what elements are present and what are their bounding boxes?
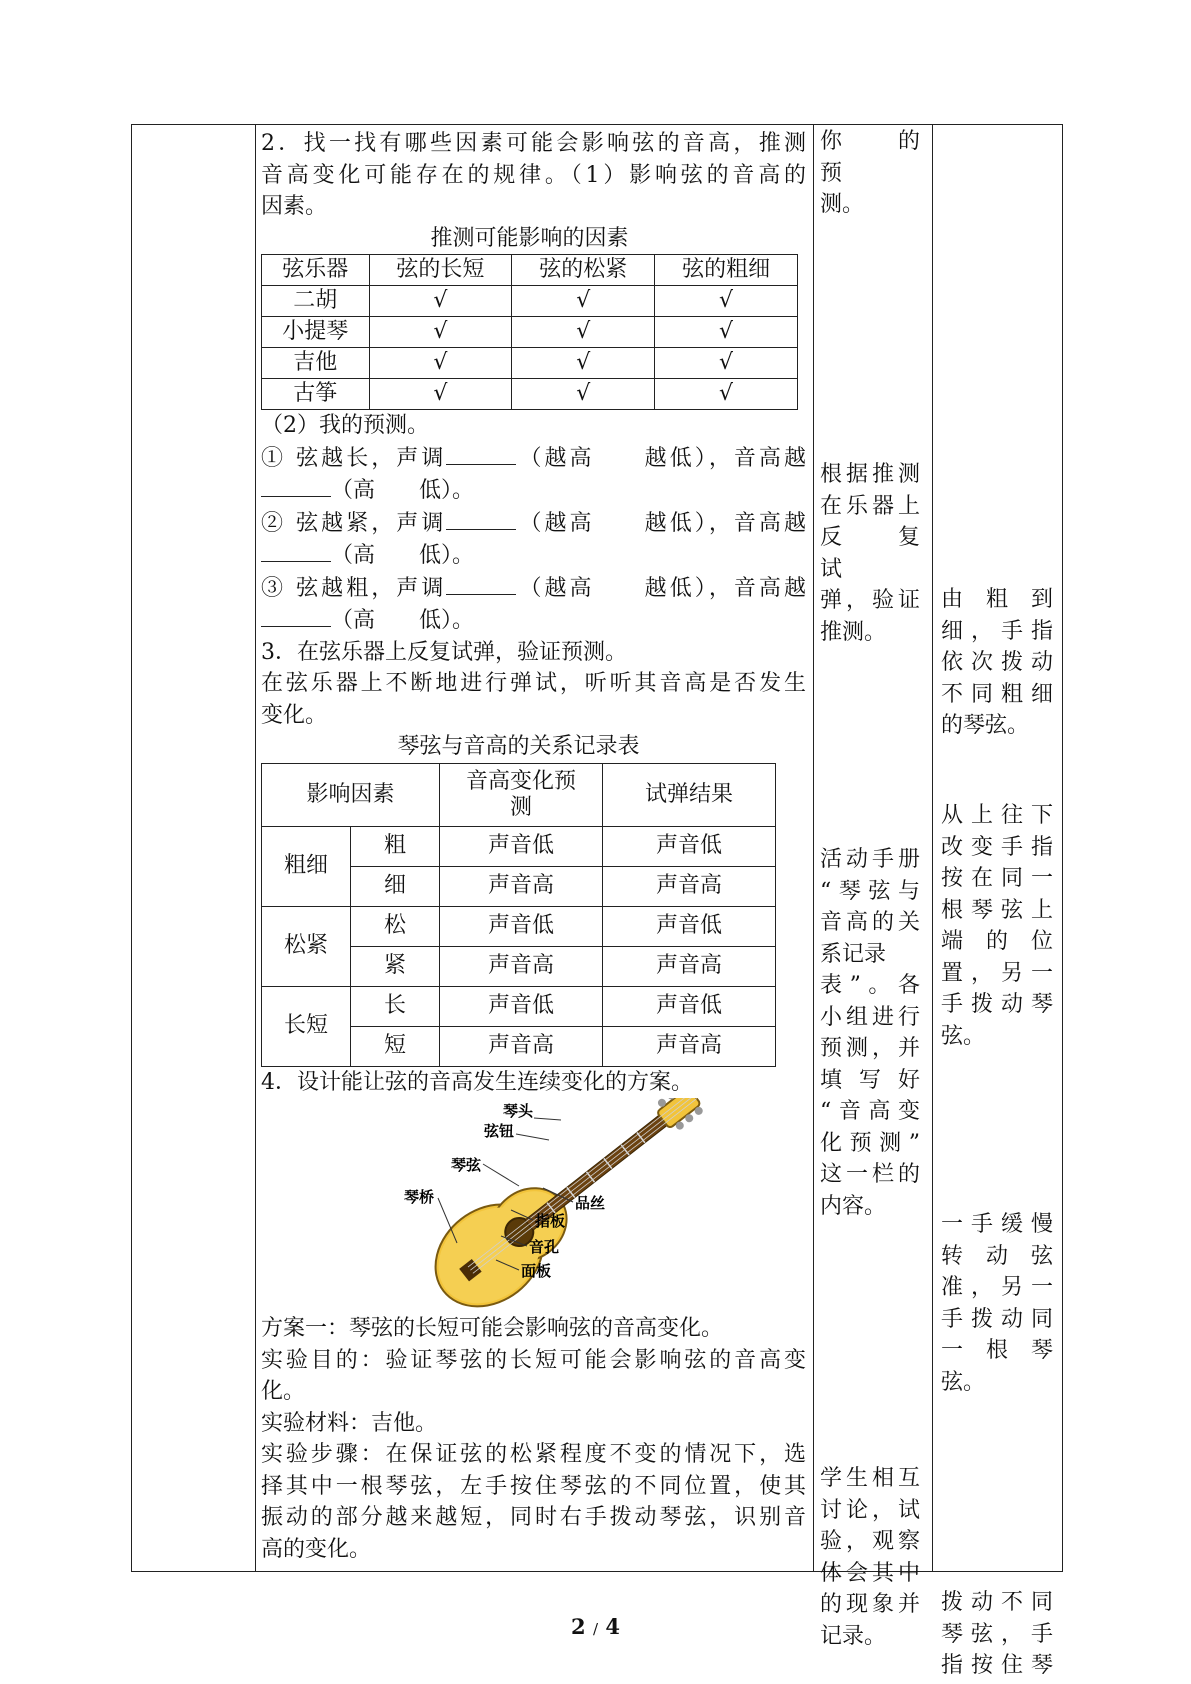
prediction-line: ③ 弦越粗，声调 （越高 越低），音高越 — [261, 572, 806, 605]
label-bridge: 琴桥 — [404, 1188, 435, 1206]
table-cell: √ — [655, 286, 798, 317]
step3-text: 在弦乐器上不断地进行弹试，听听其音高是否发生 — [261, 671, 806, 696]
answer-blank[interactable] — [446, 572, 516, 595]
table-cell: √ — [512, 286, 655, 317]
table-cell: √ — [655, 348, 798, 379]
table-cell: 声音高 — [440, 946, 603, 986]
table-row — [262, 286, 798, 317]
step3-text: 变化。 — [261, 702, 328, 728]
plan-steps: 高的变化。 — [261, 1536, 372, 1562]
label-peg: 弦钮 — [484, 1122, 515, 1140]
column-divider — [255, 124, 256, 1572]
plan-steps: 择其中一根琴弦，左手按住琴弦的不同位置，使其 — [261, 1473, 806, 1499]
plan-title: 方案一：琴弦的长短可能会影响弦的音高变化。 — [261, 1316, 724, 1341]
table-row — [262, 906, 776, 946]
table-header: 影响因素 — [262, 763, 440, 826]
plan-steps: 振动的部分越来越短，同时右手拨动琴弦，识别音 — [261, 1505, 806, 1530]
table2-caption: 琴弦与音高的关系记录表 — [397, 734, 640, 759]
table-cell: √ — [369, 286, 512, 317]
table-header: 试弹结果 — [603, 763, 776, 826]
table-cell: 松 — [351, 906, 440, 946]
prediction-line: （高 低）。 — [261, 604, 806, 637]
prediction-line: ① 弦越长，声调 （越高 越低），音高越 — [261, 442, 806, 475]
table-cell: √ — [655, 317, 798, 348]
table-cell: 短 — [351, 1026, 440, 1066]
note-block: 从上往下 改变手指 按在同一 根琴弦上 端 的 位 置，另一 手拨动琴 弦。 — [941, 803, 1053, 1049]
table-cell: √ — [512, 317, 655, 348]
table-cell: √ — [655, 379, 798, 410]
table-cell: 紧 — [351, 946, 440, 986]
label-hole: 音孔 — [529, 1238, 560, 1256]
table-cell: 声音低 — [603, 986, 776, 1026]
table-cell: 声音高 — [603, 946, 776, 986]
table-cell: 声音低 — [440, 906, 603, 946]
note-block: 根据推测 在乐器上 反 复 试 弹，验证 推测。 — [820, 462, 943, 645]
page-number: 2 / 4 — [571, 1614, 620, 1639]
table-header-row — [262, 255, 798, 286]
table-cell: 声音高 — [440, 866, 603, 906]
prediction-line: （高 低）。 — [261, 539, 806, 572]
plan-purpose: 化。 — [261, 1379, 306, 1404]
answer-blank[interactable] — [446, 507, 516, 530]
intro-line: 因素。 — [261, 194, 328, 219]
table-cell: 二胡 — [262, 286, 370, 317]
group-cell: 粗细 — [262, 826, 351, 906]
answer-blank[interactable] — [261, 604, 331, 627]
label-head: 琴头 — [503, 1102, 534, 1120]
label-fingerboard: 指板 — [535, 1212, 566, 1230]
step3-title: 3．在弦乐器上反复试弹，验证预测。 — [261, 639, 627, 665]
note-block: 由 粗 到 细，手指 依次拨动 不同粗细 的琴弦。 — [941, 587, 1053, 738]
table-cell: 古筝 — [262, 379, 370, 410]
intro-line: 音高变化可能存在的规律。（1）影响弦的音高的 — [261, 162, 806, 188]
table-cell: 声音低 — [603, 906, 776, 946]
table-cell: 细 — [351, 866, 440, 906]
answer-blank[interactable] — [261, 539, 331, 562]
table-header-row — [262, 763, 776, 826]
table-cell: √ — [369, 379, 512, 410]
label-fret: 品丝 — [575, 1194, 606, 1212]
plan-materials: 实验材料：吉他。 — [261, 1410, 438, 1436]
table-cell: 声音低 — [440, 826, 603, 866]
table-cell: 声音低 — [440, 986, 603, 1026]
table-cell: √ — [369, 348, 512, 379]
label-string: 琴弦 — [451, 1156, 482, 1174]
label-top: 面板 — [521, 1262, 552, 1280]
note-block: 拨动不同 琴弦，手 指按住琴 — [941, 1590, 1053, 1678]
table-cell: √ — [369, 317, 512, 348]
table-row — [262, 317, 798, 348]
table-header: 弦乐器 — [262, 255, 370, 286]
record-table — [261, 763, 776, 1067]
table-cell: 声音高 — [603, 866, 776, 906]
table-row — [262, 986, 776, 1026]
table-row — [262, 826, 776, 866]
factor-table — [261, 254, 798, 410]
plan-steps: 实验步骤：在保证弦的松紧程度不变的情况下，选 — [261, 1442, 806, 1467]
intro-line: 2．找一找有哪些因素可能会影响弦的音高，推测 — [261, 131, 806, 156]
table-cell: 小提琴 — [262, 317, 370, 348]
note-block: 学生相互 讨论，试 验，观察 体会其中 的现象并 记录。 — [820, 1466, 920, 1649]
table1-caption: 推测可能影响的因素 — [430, 225, 629, 251]
answer-blank[interactable] — [261, 474, 331, 497]
table-header: 弦的松紧 — [512, 255, 655, 286]
table-header: 弦的粗细 — [655, 255, 798, 286]
table-row — [262, 379, 798, 410]
table-cell: 吉他 — [262, 348, 370, 379]
table-header: 音高变化预 测 — [440, 763, 603, 826]
answer-blank[interactable] — [446, 442, 516, 465]
step4-title: 4．设计能让弦的音高发生连续变化的方案。 — [261, 1069, 693, 1095]
table-header: 弦的长短 — [369, 255, 512, 286]
column-divider — [813, 124, 814, 1572]
table-cell: 声音低 — [603, 826, 776, 866]
table-cell: 声音高 — [603, 1026, 776, 1066]
note-block: 一手缓慢 转 动 弦 准，另一 手拨动同 一 根 琴 弦。 — [941, 1212, 1053, 1395]
table-cell: √ — [512, 348, 655, 379]
table-cell: √ — [512, 379, 655, 410]
plan-purpose: 实验目的：验证琴弦的长短可能会影响弦的音高变 — [261, 1347, 806, 1373]
table-cell: 粗 — [351, 826, 440, 866]
guitar-illustration — [261, 1098, 806, 1313]
table-cell: 声音高 — [440, 1026, 603, 1066]
group-cell: 松紧 — [262, 906, 351, 986]
note-block: 活动手册 “琴弦与 音高的关 系记录 表”。各 小组进行 预测，并 填写好 “音高变 化预测” 这一栏的 内容。 — [820, 847, 920, 1219]
prediction-line: ② 弦越紧，声调 （越高 越低），音高越 — [261, 507, 806, 540]
table-cell: 长 — [351, 986, 440, 1026]
table-row — [262, 348, 798, 379]
activity-column — [261, 124, 806, 1565]
prediction-heading: （2）我的预测。 — [261, 413, 429, 438]
guitar-diagram — [261, 1098, 806, 1313]
group-cell: 长短 — [262, 986, 351, 1066]
note-block: 你 的 预 测。 — [820, 129, 943, 217]
column-divider — [932, 124, 933, 1572]
prediction-line: （高 低）。 — [261, 474, 806, 507]
